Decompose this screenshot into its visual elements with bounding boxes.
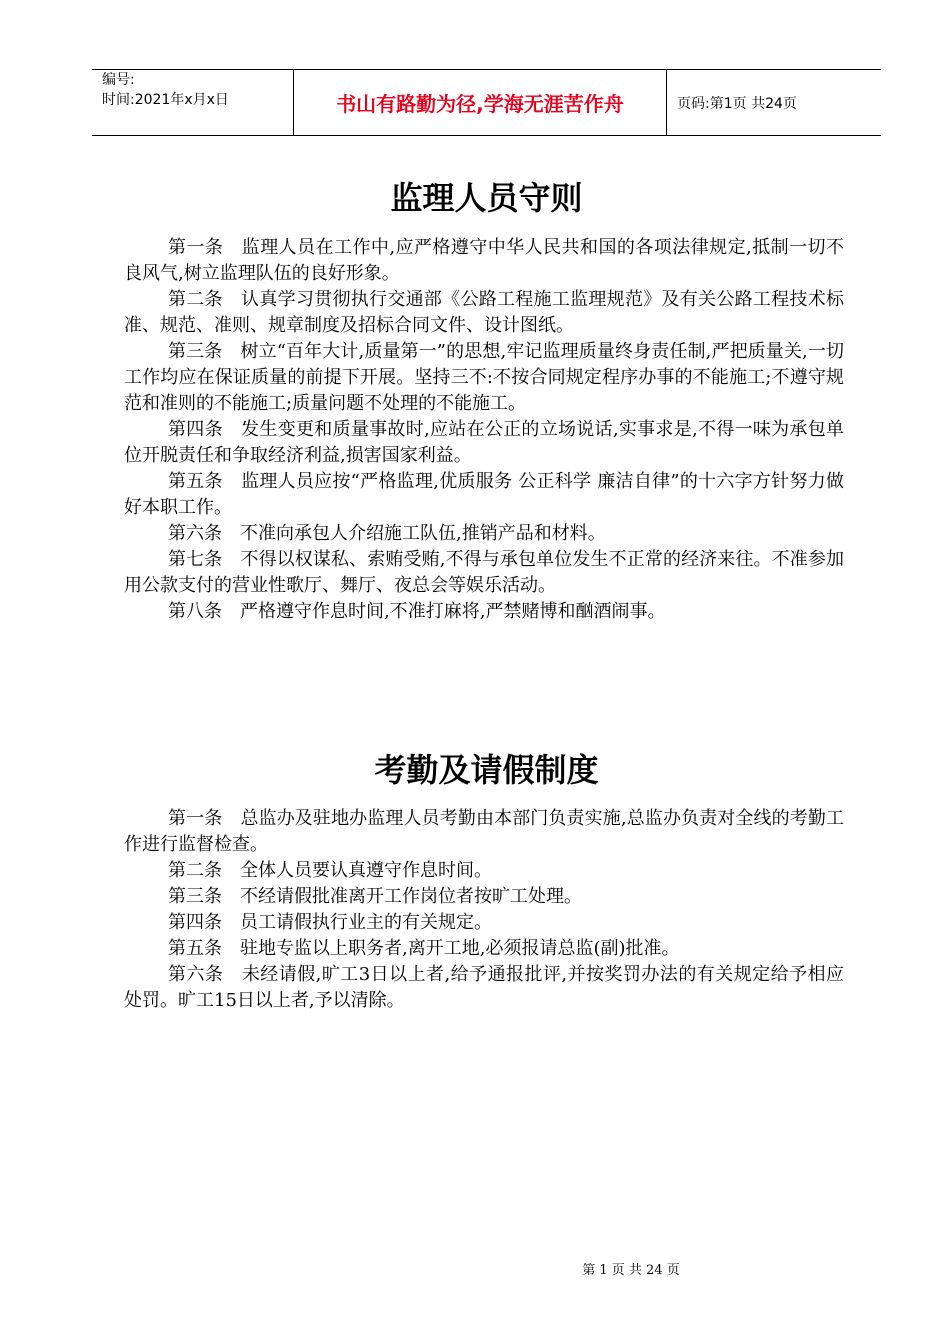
section-attendance-leave-body [124,806,844,1014]
rule-paragraph: 第六条 不准向承包人介绍施工队伍,推销产品和材料。 [168,523,606,544]
header-info-cell [92,70,293,135]
section-title-supervisor-rules: 监理人员守则 [390,179,583,217]
rule-paragraph: 第五条 监理人员应按“严格监理,优质服务 公正科学 廉洁自律”的十六字方针努力做好本职工作。 [124,471,844,518]
rule-paragraph: 第八条 严格遵守作息时间,不准打麻将,严禁赌博和酗酒闹事。 [168,601,666,622]
rule-paragraph: 第二条 全体人员要认真遵守作息时间。 [168,860,492,881]
header-page-label: 页码:第1页 共24页 [677,96,797,112]
rule-paragraph: 第三条 树立“百年大计,质量第一”的思想,牢记监理质量终身责任制,严把质量关,一切工作均应在保证质量的前提下开展。坚持三不:不按合同规定程序办事的不能施工;不遵守规范和准则的不能施工;质量问题不处理的不能施工。 [124,341,844,414]
rule-paragraph: 第一条 总监办及驻地办监理人员考勤由本部门负责实施,总监办负责对全线的考勤工作进行监督检查。 [124,808,844,855]
rule-paragraph: 第五条 驻地专监以上职务者,离开工地,必须报请总监(副)批准。 [168,938,680,959]
rule-paragraph: 第四条 发生变更和质量事故时,应站在公正的立场说话,实事求是,不得一味为承包单位开脱责任和争取经济利益,损害国家利益。 [124,419,844,466]
header-motto: 书山有路勤为径,学海无涯苦作舟 [336,92,624,116]
header-page-cell [667,70,881,135]
section-supervisor-rules-body [124,235,844,625]
doc-time-label: 时间:2021年x月x日 [102,92,229,108]
rule-paragraph: 第四条 员工请假执行业主的有关规定。 [168,912,492,933]
header-motto-cell [293,70,667,135]
rule-paragraph: 第六条 未经请假,旷工3日以上者,给予通报批评,并按奖罚办法的有关规定给予相应处罚。旷工15日以上者,予以清除。 [124,964,844,1011]
doc-number-label: 编号: [102,72,135,88]
rule-paragraph: 第一条 监理人员在工作中,应严格遵守中华人民共和国的各项法律规定,抵制一切不良风气,树立监理队伍的良好形象。 [124,237,844,284]
document-header-table [92,69,881,136]
rule-paragraph: 第三条 不经请假批准离开工作岗位者按旷工处理。 [168,886,582,907]
rule-paragraph: 第二条 认真学习贯彻执行交通部《公路工程施工监理规范》及有关公路工程技术标准、规范、准则、规章制度及招标合同文件、设计图纸。 [124,289,844,336]
page-footer: 第 1 页 共 24 页 [582,1263,680,1278]
rule-paragraph: 第七条 不得以权谋私、索贿受贿,不得与承包单位发生不正常的经济来往。不准参加用公款支付的营业性歌厅、舞厅、夜总会等娱乐活动。 [124,549,844,596]
section-title-attendance-leave: 考勤及请假制度 [374,751,599,789]
